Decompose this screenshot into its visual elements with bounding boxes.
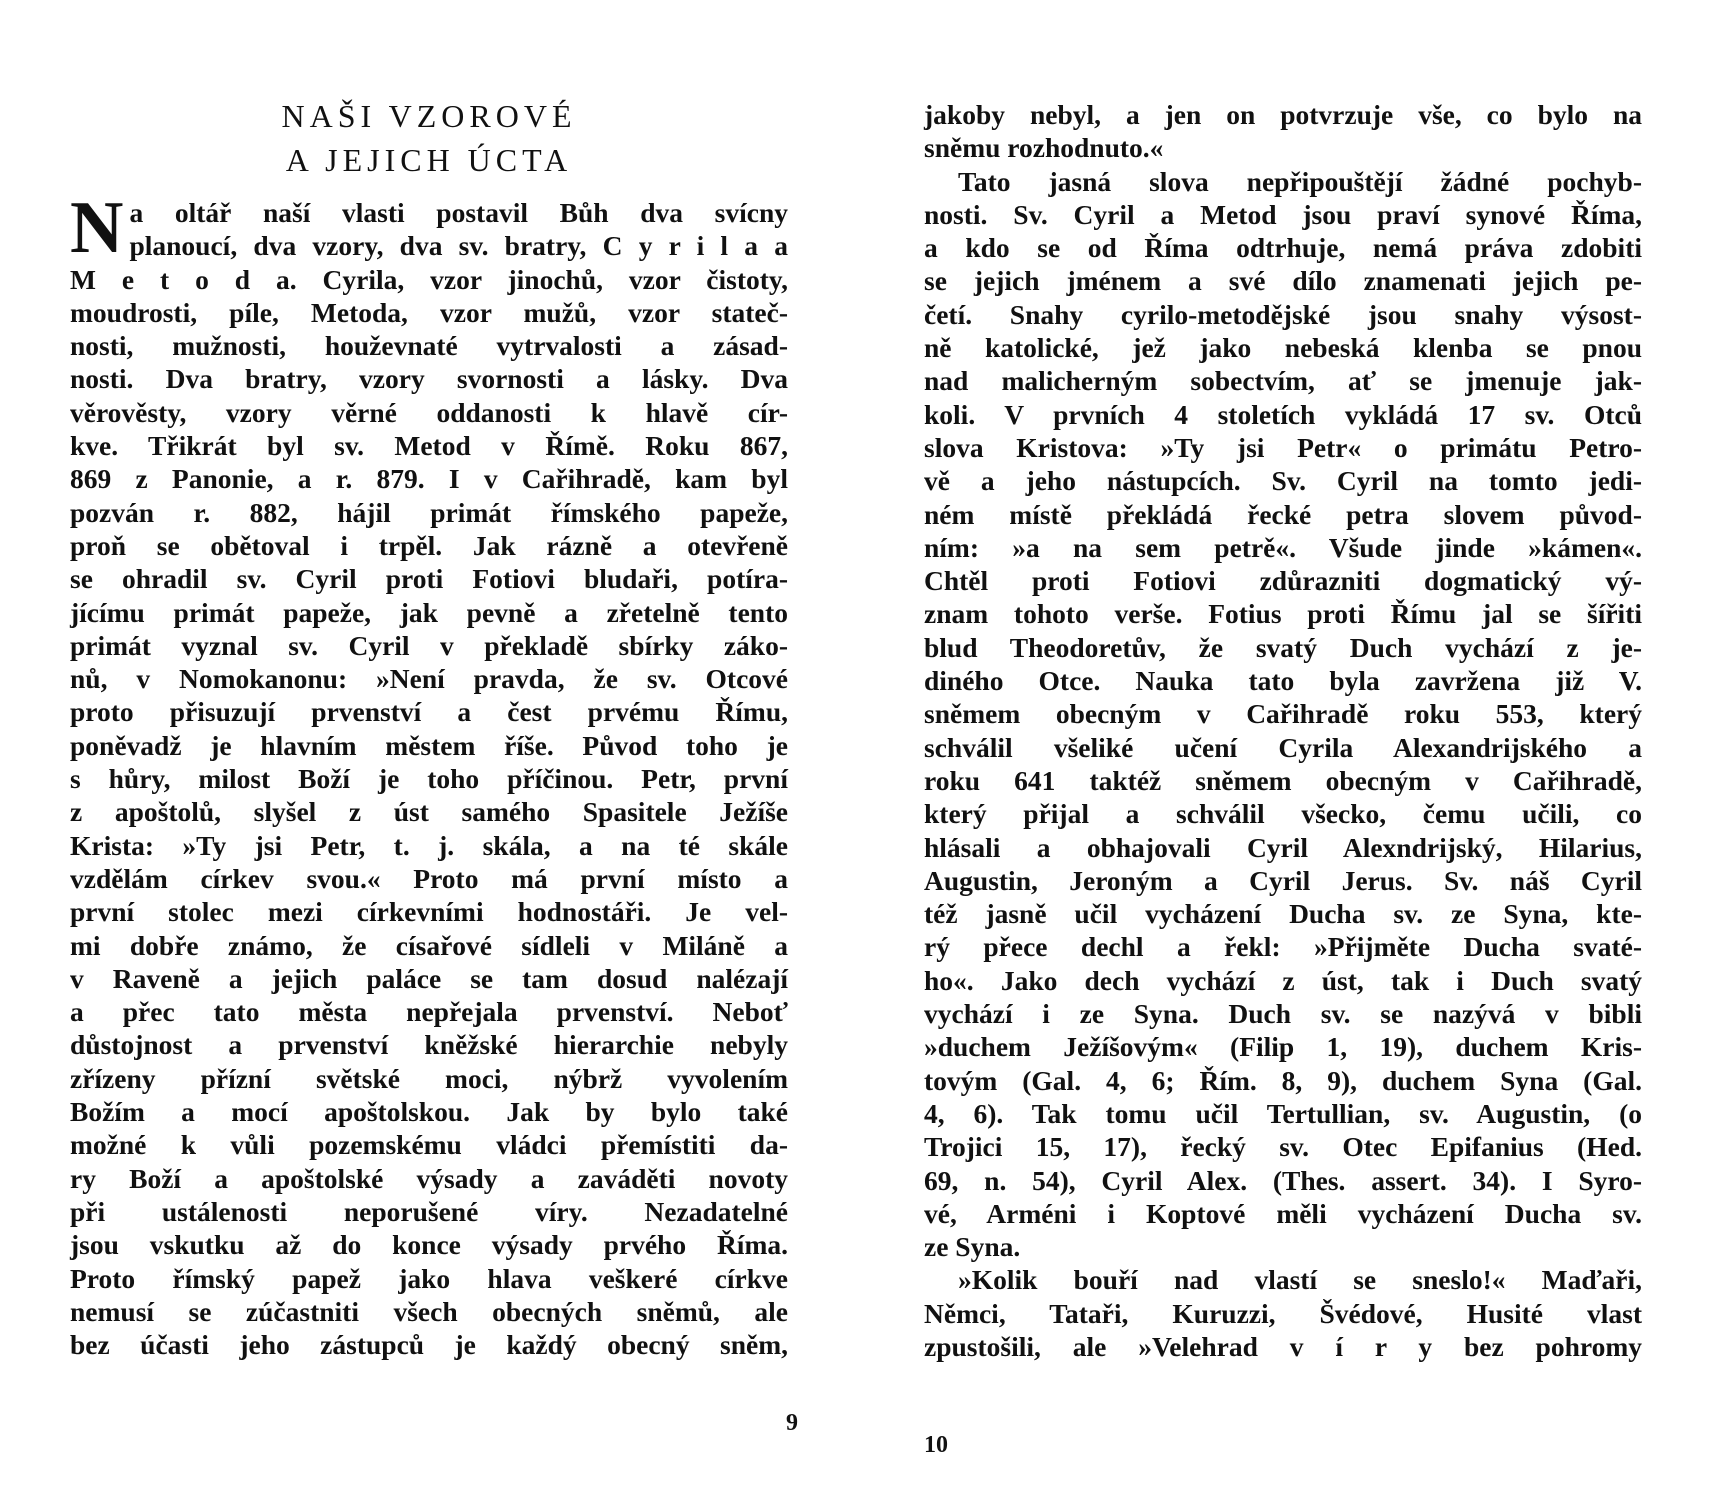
text-line: vě a jeho nástupcích. Sv. Cyril na tomto jedi- [924, 465, 1642, 497]
text-line: slova Kristova: »Ty jsi Petr« o primátu Petro- [924, 431, 1642, 463]
text-line: schválil všeliké učení Cyrila Alexandrijského a [924, 731, 1642, 763]
text-line: nosti. Sv. Cyril a Metod jsou praví synové Říma, [924, 198, 1642, 230]
text-line: první stolec mezi církevními hodnostáři. Je vel- [70, 896, 788, 928]
text-line: věrověsty, vzory věrné oddanosti k hlavě cír- [70, 396, 788, 428]
text-line: nad malicherným sobectvím, ať se jmenuje jak- [924, 365, 1642, 397]
left-page-body [70, 187, 788, 1361]
text-line: nemusí se zúčastniti všech obecných sněmů, ale [70, 1295, 788, 1327]
text-line: sněmu rozhodnuto.« [924, 132, 1164, 164]
text-line: v Raveně a jejich paláce se tam dosud nalézají [70, 962, 788, 994]
text-line: se ohradil sv. Cyril proti Fotiovi bludaři, potíra- [70, 563, 788, 595]
text-line: a kdo se od Říma odtrhuje, nemá práva zdobiti [924, 232, 1642, 264]
text-line: primát vyznal sv. Cyril v překladě sbírky zákо- [70, 629, 788, 661]
text-line: Augustin, Jeroným a Cyril Jerus. Sv. náš Cyril [924, 864, 1642, 896]
right-page-body [924, 98, 1642, 1363]
text-line: zřízeny přízní světské moci, nýbrž vyvolením [70, 1062, 788, 1094]
page-number-left: 9 [786, 1410, 798, 1436]
text-line: ry Boží a apoštolské výsady a zaváděti novoty [70, 1162, 788, 1194]
text-line: zpustošili, ale »Velehrad v í r y bez pohromy [924, 1330, 1642, 1362]
text-line: vé, Arméni i Koptové měli vycházení Ducha sv. [924, 1197, 1642, 1229]
text-line: z apoštolů, slyšel z úst samého Spasitele Ježíše [70, 796, 788, 828]
text-line: sněmem obecným v Cařihradě roku 553, který [924, 698, 1642, 730]
text-line: rý přece dechl a řekl: »Přijměte Ducha svaté- [924, 931, 1642, 963]
text-line: ně katolické, jež jako nebeská klenba se pnou [924, 332, 1642, 364]
text-line: jakoby nebyl, a jen on potvrzuje vše, co bylo na [924, 99, 1642, 130]
text-line: který přijal a schválil všecko, čemu učili, co [924, 798, 1642, 830]
chapter-title-line-2: A JEJICH ÚCTA [285, 142, 573, 178]
text-line: 69, n. 54), Cyril Alex. (Thes. assert. 34). I Syro- [924, 1164, 1642, 1196]
page-number-right: 10 [924, 1432, 948, 1458]
text-line: 869 z Panonie, a r. 879. I v Cařihradě, kam byl [70, 463, 788, 495]
text-line: Krista: »Ty jsi Petr, t. j. skála, a na té skále [70, 829, 788, 861]
text-line: Němci, Tataři, Kuruzzi, Švédové, Husité vlast [924, 1297, 1642, 1329]
text-line: koli. V prvních 4 stoletích vykládá 17 sv. Otců [924, 398, 1642, 430]
text-line: nosti, mužnosti, houževnaté vytrvalosti a zásad- [70, 330, 788, 362]
text-line: vychází i ze Syna. Duch sv. se nazývá v bibli [924, 998, 1642, 1030]
text-line: »duchem Ježíšovým« (Filip 1, 19), duchem Kris- [924, 1031, 1642, 1063]
text-line: Božím a mocí apoštolskou. Jak by bylo také [70, 1096, 788, 1128]
text-line: proto přisuzují prvenství a čest prvému Římu, [70, 696, 788, 728]
text-line: ze Syna. [924, 1231, 1021, 1263]
text-line: planoucí, dva vzory, dva sv. bratry, C y r i l a a [129, 230, 788, 262]
text-line: Chtěl proti Fotiovi zdůrazniti dogmatický vý- [924, 565, 1642, 597]
drop-cap: N [70, 187, 124, 269]
text-line: ním: »a na sem petrě«. Všude jinde »kámen«. [924, 531, 1642, 563]
text-line: tovým (Gal. 4, 6; Řím. 8, 9), duchem Syna (Gal. [924, 1064, 1642, 1096]
text-line: diného Otce. Nauka tato byla zavržena již V. [924, 665, 1642, 697]
text-line: mi dobře známo, že císařové sídleli v Miláně a [70, 929, 788, 961]
text-line: Tato jasná slova nepřipouštějí žádné pochyb- [958, 165, 1642, 197]
text-line: pozván r. 882, hájil primát římského papeže, [70, 496, 788, 528]
text-line: bez účasti jeho zástupců je každý obecný sněm, [70, 1329, 788, 1361]
right-page [858, 0, 1716, 1500]
text-line: 4, 6). Tak tomu učil Tertullian, sv. Augustin, (o [924, 1097, 1642, 1129]
text-line: ném místě překládá řecké petra slovem původ- [924, 498, 1642, 530]
text-line: možné k vůli pozemskému vládci přemístiti da- [70, 1129, 788, 1161]
text-line: »Kolik bouří nad vlastí se sneslo!« Maďaři, [958, 1264, 1642, 1296]
text-line: moudrosti, píle, Metoda, vzor mužů, vzor statеč- [70, 296, 788, 328]
text-line: důstojnost a prvenství kněžské hierarchie nebyly [70, 1029, 788, 1061]
text-line: četí. Snahy cyrilo-metodějské jsou snahy výsost- [924, 298, 1642, 330]
text-line: Trojici 15, 17), řecký sv. Otec Epifanius (Hed. [924, 1131, 1642, 1163]
text-line: též jasně učil vycházení Ducha sv. ze Syna, kte- [924, 898, 1642, 930]
text-line: a oltář naší vlasti postavil Bůh dva svícny [129, 197, 788, 228]
text-line: a přec tato města nepřejala prvenství. Neboť [70, 996, 788, 1028]
text-line: proň se obětoval i trpěl. Jak rázně a otevřeně [70, 529, 788, 561]
text-line: jsou vskutku až do konce výsady prvého Říma. [70, 1229, 788, 1261]
text-line: hlásali a obhajovali Cyril Alexndrijský, Hilarius, [924, 831, 1642, 863]
text-line: s hůry, milost Boží je toho příčinou. Petr, první [70, 763, 788, 795]
text-line: M e t o d a. Cyrila, vzor jinochů, vzor čistoty, [70, 263, 788, 295]
text-line: blud Theodoretův, že svatý Duch vychází z je- [924, 631, 1642, 663]
text-line: vzdělám církev svou.« Proto má první místo a [70, 862, 788, 894]
text-line: roku 641 taktéž sněmem obecným v Cařihradě, [924, 764, 1642, 796]
text-line: znam tohoto verše. Fotius proti Římu jal se šířiti [924, 598, 1642, 630]
text-line: ho«. Jako dech vychází z úst, tak i Duch svatý [924, 964, 1642, 996]
text-line: nů, v Nomokanonu: »Není pravda, že sv. Otcové [70, 663, 788, 695]
text-line: nosti. Dva bratry, vzory svornosti a lásky. Dva [70, 363, 788, 395]
text-line: při ustálenosti neporušené víry. Nezadatelné [70, 1195, 788, 1227]
chapter-title-line-1: NAŠI VZOROVÉ [281, 98, 577, 134]
text-line: jícímu primát papeže, jak pevně a zřetelně tento [70, 596, 788, 628]
text-line: kve. Třikrát byl sv. Metod v Římě. Roku 867, [70, 430, 788, 462]
text-line: se jejich jménem a své dílo znamenati jejich pe- [924, 265, 1642, 297]
text-line: poněvadž je hlavním městem říše. Původ toho je [70, 729, 788, 761]
text-line: Proto římský papež jako hlava veškeré církve [70, 1262, 788, 1294]
